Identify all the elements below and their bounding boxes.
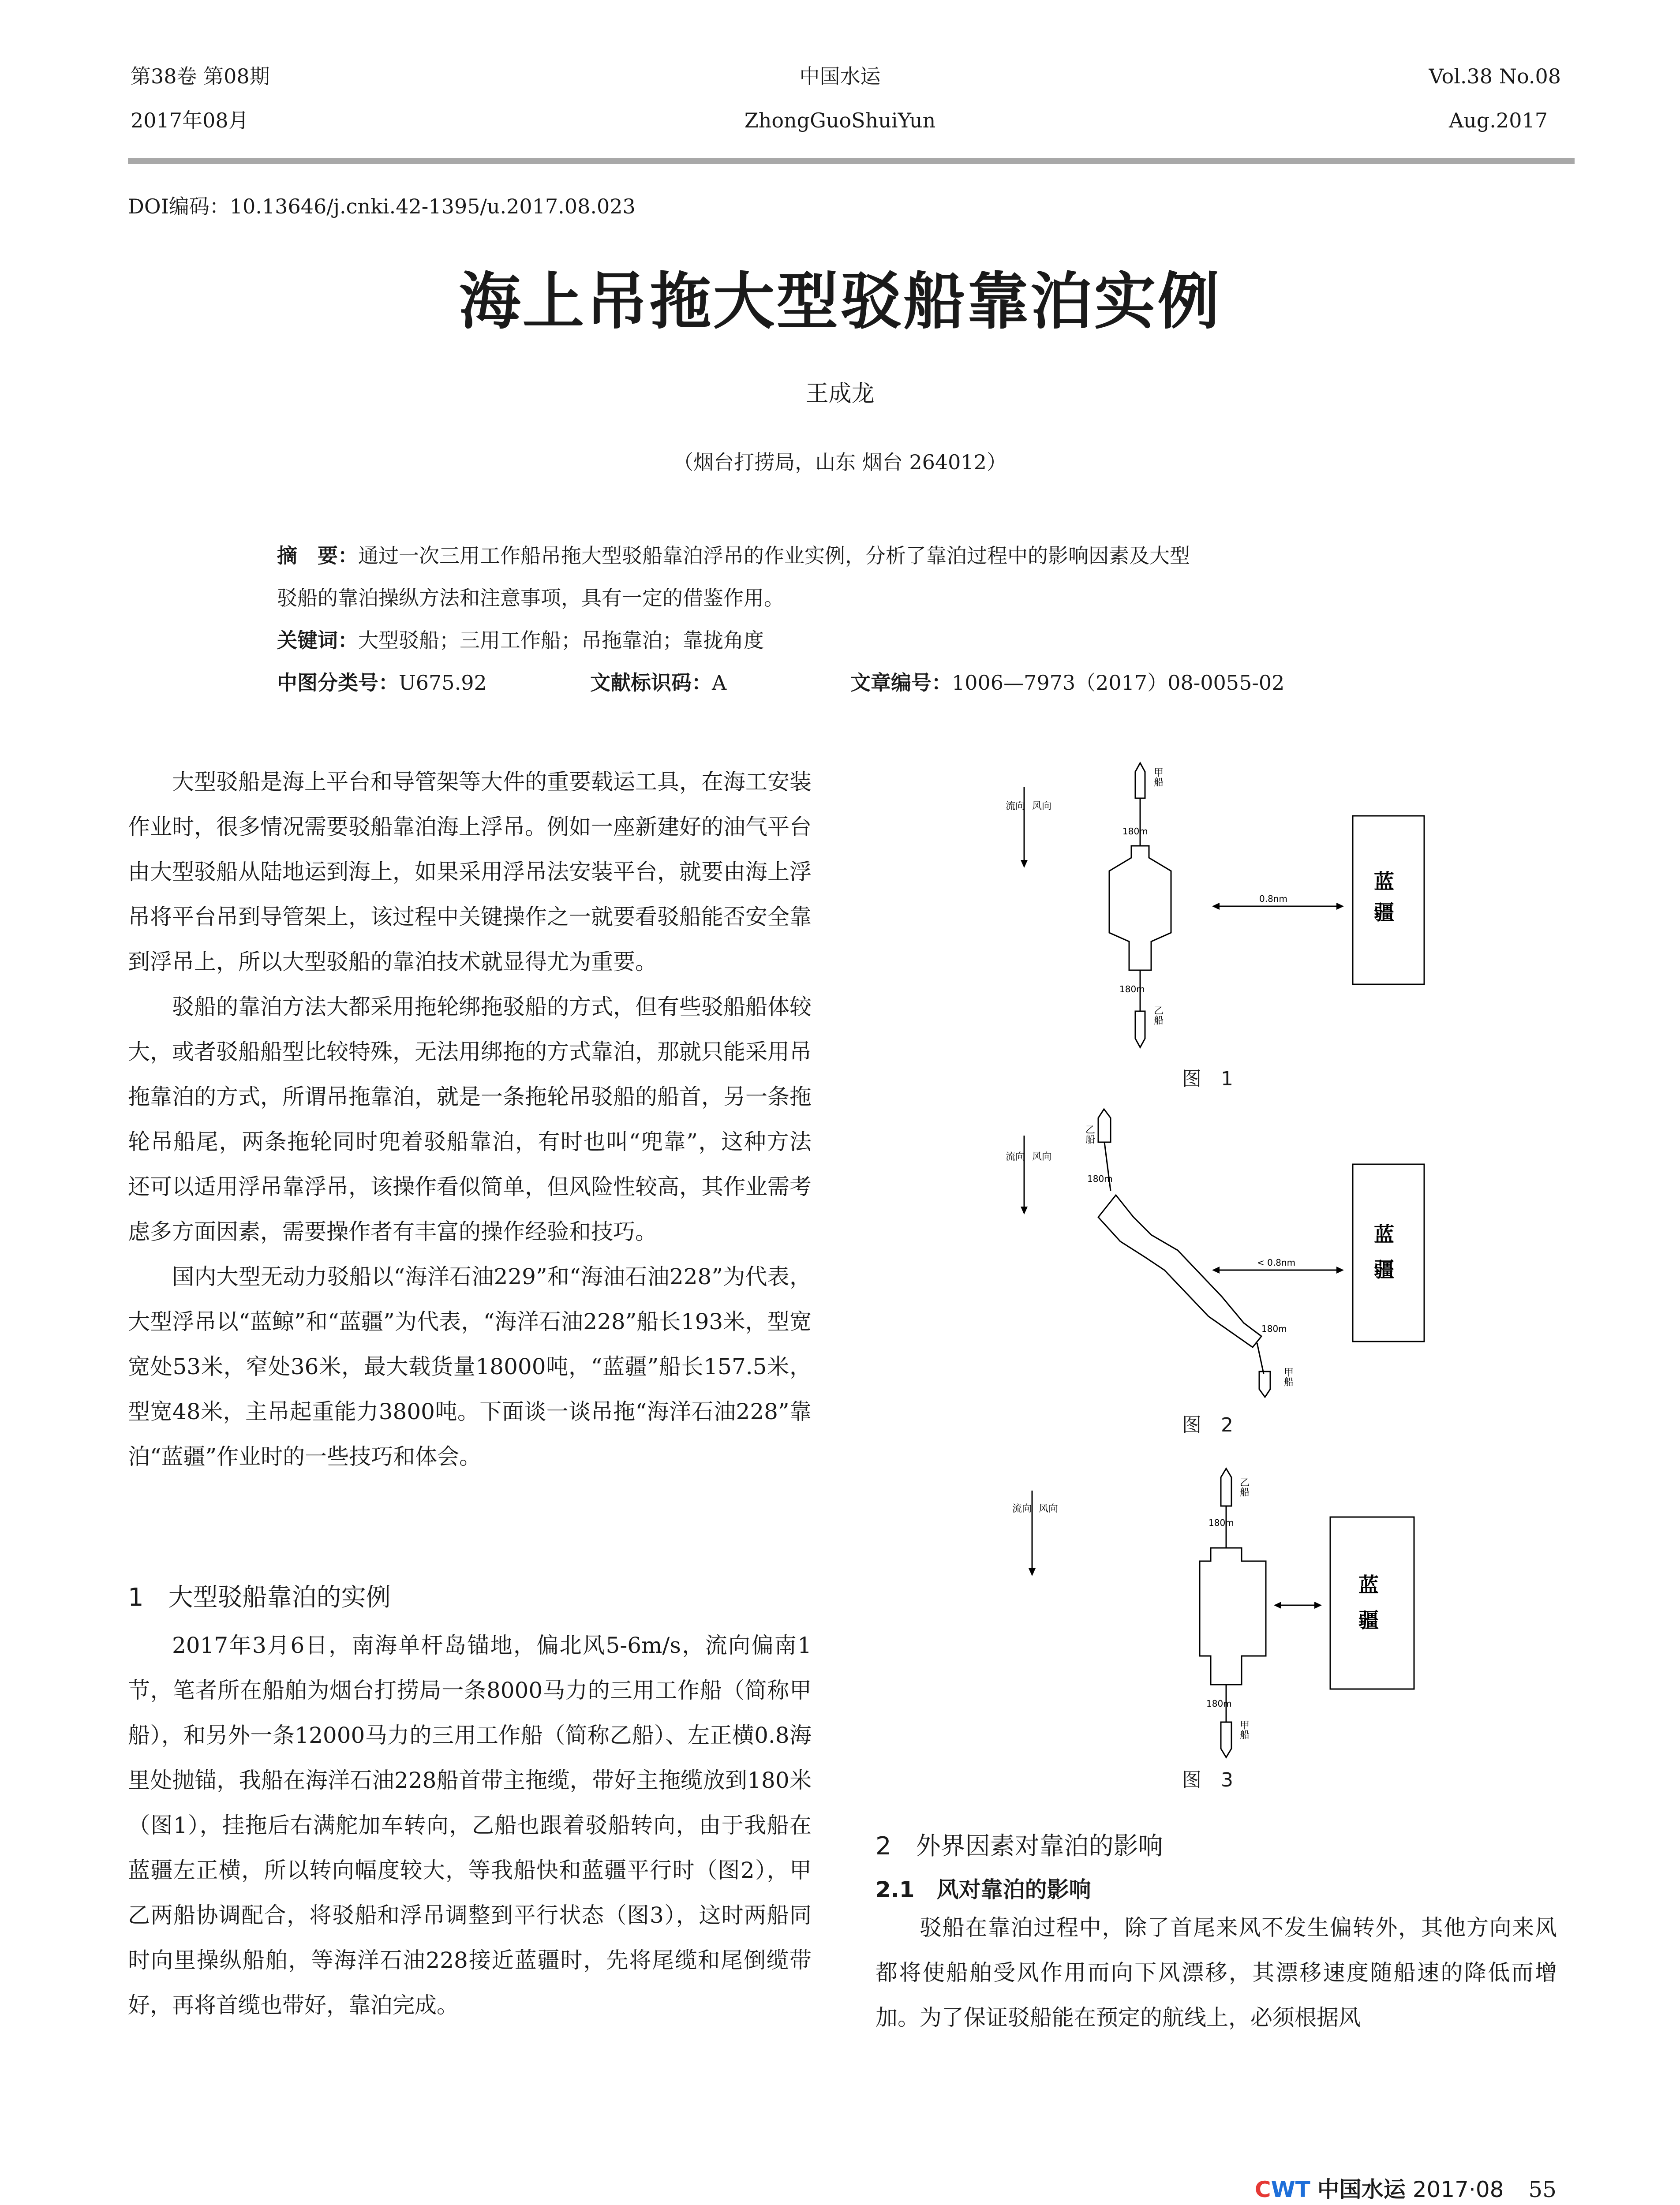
flow-label: 流向: [1006, 1151, 1025, 1162]
section-2-title: 2 外界因素对靠泊的影响: [876, 1832, 1163, 1861]
right-column-body: [876, 1905, 1557, 2040]
wind-label: 风向: [1032, 801, 1052, 812]
tug-bottom: [1135, 1005, 1164, 1047]
flow-label: 流向: [1006, 801, 1025, 812]
keywords-label: 关键词：: [277, 628, 358, 652]
rope-bottom-label: 180m: [1119, 984, 1145, 994]
paragraph: 驳船在靠泊过程中，除了首尾来风不发生偏转外，其他方向来风都将使船舶受风作用而向下风漂移，其漂移速度随船速的降低而增加。为了保证驳船能在预定的航线上，必须根据风: [876, 1915, 1557, 2030]
abstract-line2: 驳船的靠泊操纵方法和注意事项，具有一定的借鉴作用。: [277, 586, 784, 610]
figure-1: [970, 759, 1491, 1067]
crane-label-2: 疆: [1374, 901, 1394, 924]
tug-bottom-label: 甲船: [1282, 1367, 1294, 1387]
doc-code-entry: [590, 662, 726, 704]
paragraph: 国内大型无动力驳船以“海洋石油229”和“海油石油228”为代表，大型浮吊以“蓝鲸”和“蓝疆”为代表，“海洋石油228”船长193米，型宽宽处53米，窄处36米，最大载货量18000吨，“蓝疆”船长157.5米，型宽48米，主吊起重能力3800吨。下面谈一谈吊拖“海洋石油228”靠泊“蓝疆”作业时的一些技巧和体会。: [128, 1264, 812, 1469]
rope-top-label: 180m: [1087, 1174, 1113, 1184]
wind-label: 风向: [1039, 1503, 1059, 1514]
tug-top: [1221, 1469, 1250, 1506]
brand-logo-wt: WT: [1271, 2177, 1310, 2202]
article-number-entry: [850, 662, 1284, 704]
rope-top-label: 180m: [1209, 1517, 1234, 1528]
tug-bottom: [1221, 1720, 1250, 1757]
journal-date: 2017年08月: [131, 108, 249, 132]
figure-3-caption: 图 3: [1182, 1769, 1233, 1791]
abstract-line1: 通过一次三用工作船吊拖大型驳船靠泊浮吊的作业实例，分析了靠泊过程中的影响因素及大型: [358, 544, 1190, 568]
figure-2: [970, 1098, 1491, 1398]
distance-arrow: [1274, 1602, 1322, 1609]
wind-label: 风向: [1032, 1151, 1052, 1162]
abstract-label: 摘 要：: [277, 544, 358, 568]
crane-vessel: [1330, 1517, 1414, 1689]
rope-bottom-label: 180m: [1206, 1698, 1232, 1709]
doi: DOI编码：10.13646/j.cnki.42-1395/u.2017.08.023: [128, 194, 636, 218]
article-number-label: 文章编号：: [850, 671, 952, 695]
distance-arrow: [1212, 1257, 1344, 1274]
section-1-body: [128, 1623, 812, 2028]
footer-issue: 2017·08: [1412, 2177, 1504, 2202]
tug-bottom-label: 乙船: [1152, 1005, 1164, 1025]
journal-volume: 第38卷 第08期: [131, 64, 270, 88]
article-number-value: 1006—7973（2017）08-0055-02: [952, 671, 1285, 695]
crane-label-1: 蓝: [1374, 870, 1394, 893]
tug-top-label: 甲船: [1152, 767, 1164, 787]
barge: [1200, 1548, 1266, 1685]
keywords: 大型驳船；三用工作船；吊拖靠泊；靠拢角度: [358, 628, 764, 652]
tug-top-label: 乙船: [1238, 1477, 1250, 1497]
page-number: 55: [1528, 2177, 1557, 2202]
flow-label: 流向: [1012, 1503, 1032, 1514]
distance-label: < 0.8nm: [1257, 1257, 1296, 1268]
paragraph: 大型驳船是海上平台和导管架等大件的重要载运工具，在海工安装作业时，很多情况需要驳船靠泊海上浮吊。例如一座新建好的油气平台由大型驳船从陆地运到海上，如果采用浮吊法安装平台，就要由海上浮吊将平台吊到导管架上，该过程中关键操作之一就要看驳船能否安全靠到浮吊上，所以大型驳船的靠泊技术就显得尤为重要。: [128, 769, 812, 975]
doc-code-value: A: [712, 671, 727, 695]
crane-label-1: 蓝: [1374, 1222, 1394, 1246]
footer-journal: 中国水运: [1317, 2177, 1406, 2202]
crane-label-1: 蓝: [1358, 1573, 1379, 1597]
flow-indicator: [1012, 1491, 1058, 1576]
figure-3: [970, 1455, 1491, 1782]
paragraph: 驳船的靠泊方法大都采用拖轮绑拖驳船的方式，但有些驳船船体较大，或者驳船船型比较特殊，无法用绑拖的方式靠泊，那就只能采用吊拖靠泊的方式，所谓吊拖靠泊，就是一条拖轮吊驳船的船首，另一条拖轮吊船尾，两条拖轮同时兜着驳船靠泊，有时也叫“兜靠”，这种方法还可以适用浮吊靠浮吊，该操作看似简单，但风险性较高，其作业需考虑多方面因素，需要操作者有丰富的操作经验和技巧。: [128, 994, 812, 1245]
article-title: 海上吊拖大型驳船靠泊实例: [459, 266, 1221, 338]
tug-top-label: 乙船: [1084, 1125, 1095, 1144]
barge: [1098, 1195, 1261, 1347]
barge: [1109, 846, 1171, 970]
distance-arrow: [1212, 893, 1344, 910]
left-column: [128, 759, 812, 1479]
tug-bottom-label: 甲船: [1238, 1720, 1250, 1739]
tug-top: [1084, 1109, 1111, 1144]
journal-date-en: Aug.2017: [1449, 108, 1548, 132]
footer: [1255, 2172, 1557, 2204]
crane-vessel: [1353, 1164, 1424, 1342]
rope-top-label: 180m: [1122, 826, 1148, 837]
figure-1-caption: 图 1: [1182, 1068, 1233, 1090]
doc-code-label: 文献标识码：: [590, 671, 712, 695]
distance-label: 0.8nm: [1259, 893, 1287, 904]
paragraph: 2017年3月6日，南海单杆岛锚地，偏北风5-6m/s，流向偏南1节，笔者所在船舶为烟台打捞局一条8000马力的三用工作船（简称甲船），和另外一条12000马力的三用工作船（简称乙船）、左正横0.8海里处抛锚，我船在海洋石油228船首带主拖缆，带好主拖缆放到180米（图1），挂拖后右满舵加车转向，乙船也跟着驳船转向，由于我船在蓝疆左正横，所以转向幅度较大，等我船快和蓝疆平行时（图2），甲乙两船协调配合，将驳船和浮吊调整到平行状态（图3），这时两船同时向里操纵船舶，等海洋石油228接近蓝疆时，先将尾缆和尾倒缆带好，再将首缆也带好，靠泊完成。: [128, 1633, 812, 2018]
section-1-title: 1 大型驳船靠泊的实例: [128, 1583, 391, 1612]
abstract: [277, 534, 1415, 704]
flow-indicator: [1006, 787, 1051, 868]
tug-top: [1135, 763, 1164, 798]
journal-volume-en: Vol.38 No.08: [1429, 64, 1561, 88]
journal-name: 中国水运: [799, 64, 881, 88]
crane-label-2: 疆: [1358, 1608, 1379, 1632]
clc-entry: [277, 662, 487, 704]
author: 王成龙: [805, 381, 875, 407]
tug-bottom: [1259, 1367, 1294, 1397]
tow-rope-bottom: [1257, 1343, 1264, 1374]
affiliation: （烟台打捞局，山东 烟台 264012）: [673, 450, 1007, 474]
brand-logo-c: C: [1254, 2177, 1271, 2202]
flow-indicator: [1006, 1136, 1051, 1215]
crane-label-2: 疆: [1374, 1258, 1394, 1282]
clc-label: 中图分类号：: [277, 671, 399, 695]
figure-2-caption: 图 2: [1182, 1414, 1233, 1436]
clc-value: U675.92: [399, 671, 487, 695]
header-rule: [128, 158, 1575, 164]
rope-bottom-label: 180m: [1261, 1323, 1287, 1334]
subsection-2-1-title: 2.1 风对靠泊的影响: [876, 1877, 1091, 1902]
crane-vessel: [1353, 816, 1424, 984]
journal-name-pinyin: ZhongGuoShuiYun: [744, 108, 936, 132]
